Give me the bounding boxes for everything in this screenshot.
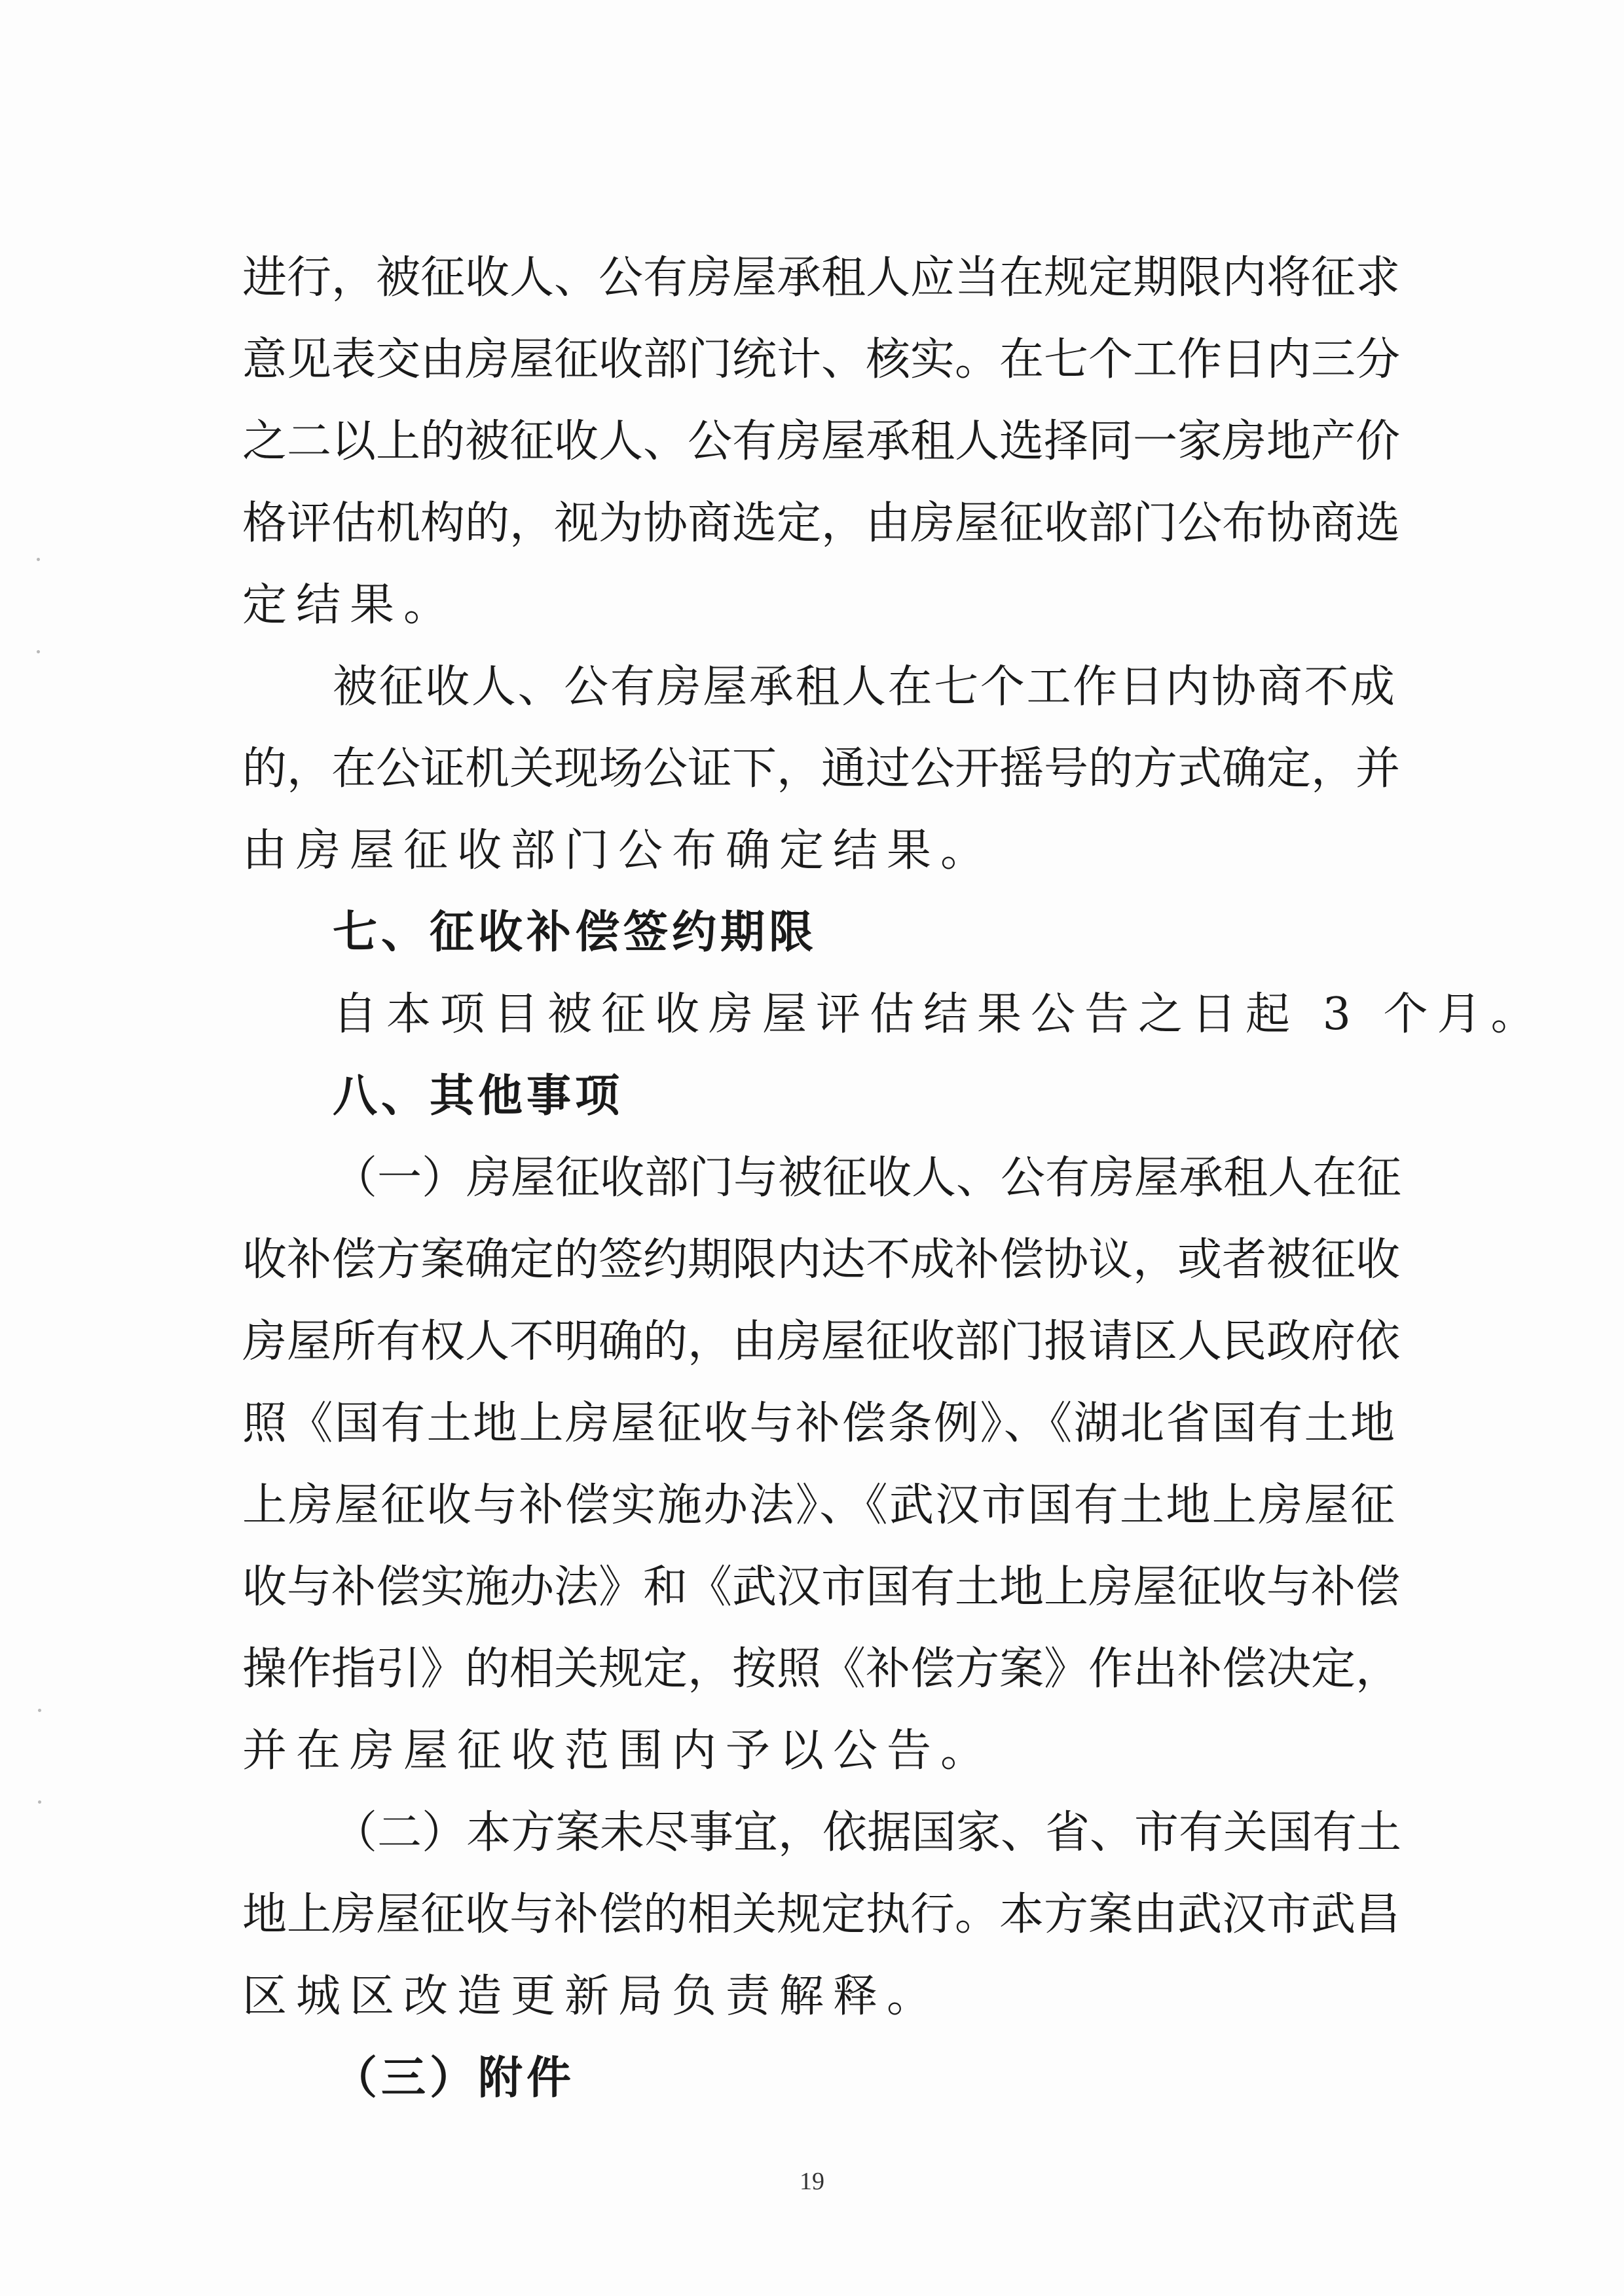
scan-speck xyxy=(38,1800,41,1804)
paragraph-line: 被征收人、公有房屋承租人在七个工作日内协商不成 xyxy=(333,661,1395,713)
paragraph-line: 收与补偿实施办法》和《武汉市国有土地上房屋征收与补偿 xyxy=(242,1561,1401,1613)
paragraph-line: 由房屋征收部门公布确定结果。 xyxy=(242,825,995,877)
paragraph-line: 的，在公证机关现场公证下，通过公开摇号的方式确定，并 xyxy=(242,743,1401,795)
paragraph-line: 意见表交由房屋征收部门统计、核实。在七个工作日内三分 xyxy=(242,334,1401,386)
paragraph-line: 房屋所有权人不明确的，由房屋征收部门报请区人民政府依 xyxy=(242,1316,1401,1368)
paragraph-line: 进行，被征收人、公有房屋承租人应当在规定期限内将征求 xyxy=(242,252,1401,304)
paragraph-line: 操作指引》的相关规定，按照《补偿方案》作出补偿决定， xyxy=(242,1643,1401,1695)
section-heading: 八、其他事项 xyxy=(333,1070,624,1122)
paragraph-line: 地上房屋征收与补偿的相关规定执行。本方案由武汉市武昌 xyxy=(242,1889,1401,1941)
paragraph-line: （二）本方案未尽事宜，依据国家、省、市有关国有土 xyxy=(333,1807,1402,1859)
paragraph-line: 之二以上的被征收人、公有房屋承租人选择同一家房地产价 xyxy=(242,416,1401,467)
paragraph-line: 定结果。 xyxy=(242,579,458,631)
paragraph-line: 照《国有土地上房屋征收与补偿条例》、《湖北省国有土地 xyxy=(242,1398,1395,1449)
paragraph-line: 格评估机构的，视为协商选定，由房屋征收部门公布协商选 xyxy=(242,498,1401,549)
paragraph-line: 上房屋征收与补偿实施办法》、《武汉市国有土地上房屋征 xyxy=(242,1480,1395,1531)
section-heading: （三）附件 xyxy=(333,2052,576,2104)
section-heading: 七、征收补偿签约期限 xyxy=(333,907,818,958)
paragraph-line: 并在房屋征收范围内予以公告。 xyxy=(242,1725,995,1777)
scan-speck xyxy=(37,650,40,653)
page-number: 19 xyxy=(800,2168,824,2195)
paragraph-line: （一）房屋征收部门与被征收人、公有房屋承租人在征 xyxy=(333,1152,1402,1204)
paragraph-line: 自本项目被征收房屋评估结果公告之日起 3 个月。 xyxy=(333,989,1545,1040)
paragraph-line: 区城区改造更新局负责解释。 xyxy=(242,1971,941,2022)
scan-speck xyxy=(37,558,40,561)
scan-speck xyxy=(38,1709,41,1712)
paragraph-line: 收补偿方案确定的签约期限内达不成补偿协议，或者被征收 xyxy=(242,1234,1401,1286)
